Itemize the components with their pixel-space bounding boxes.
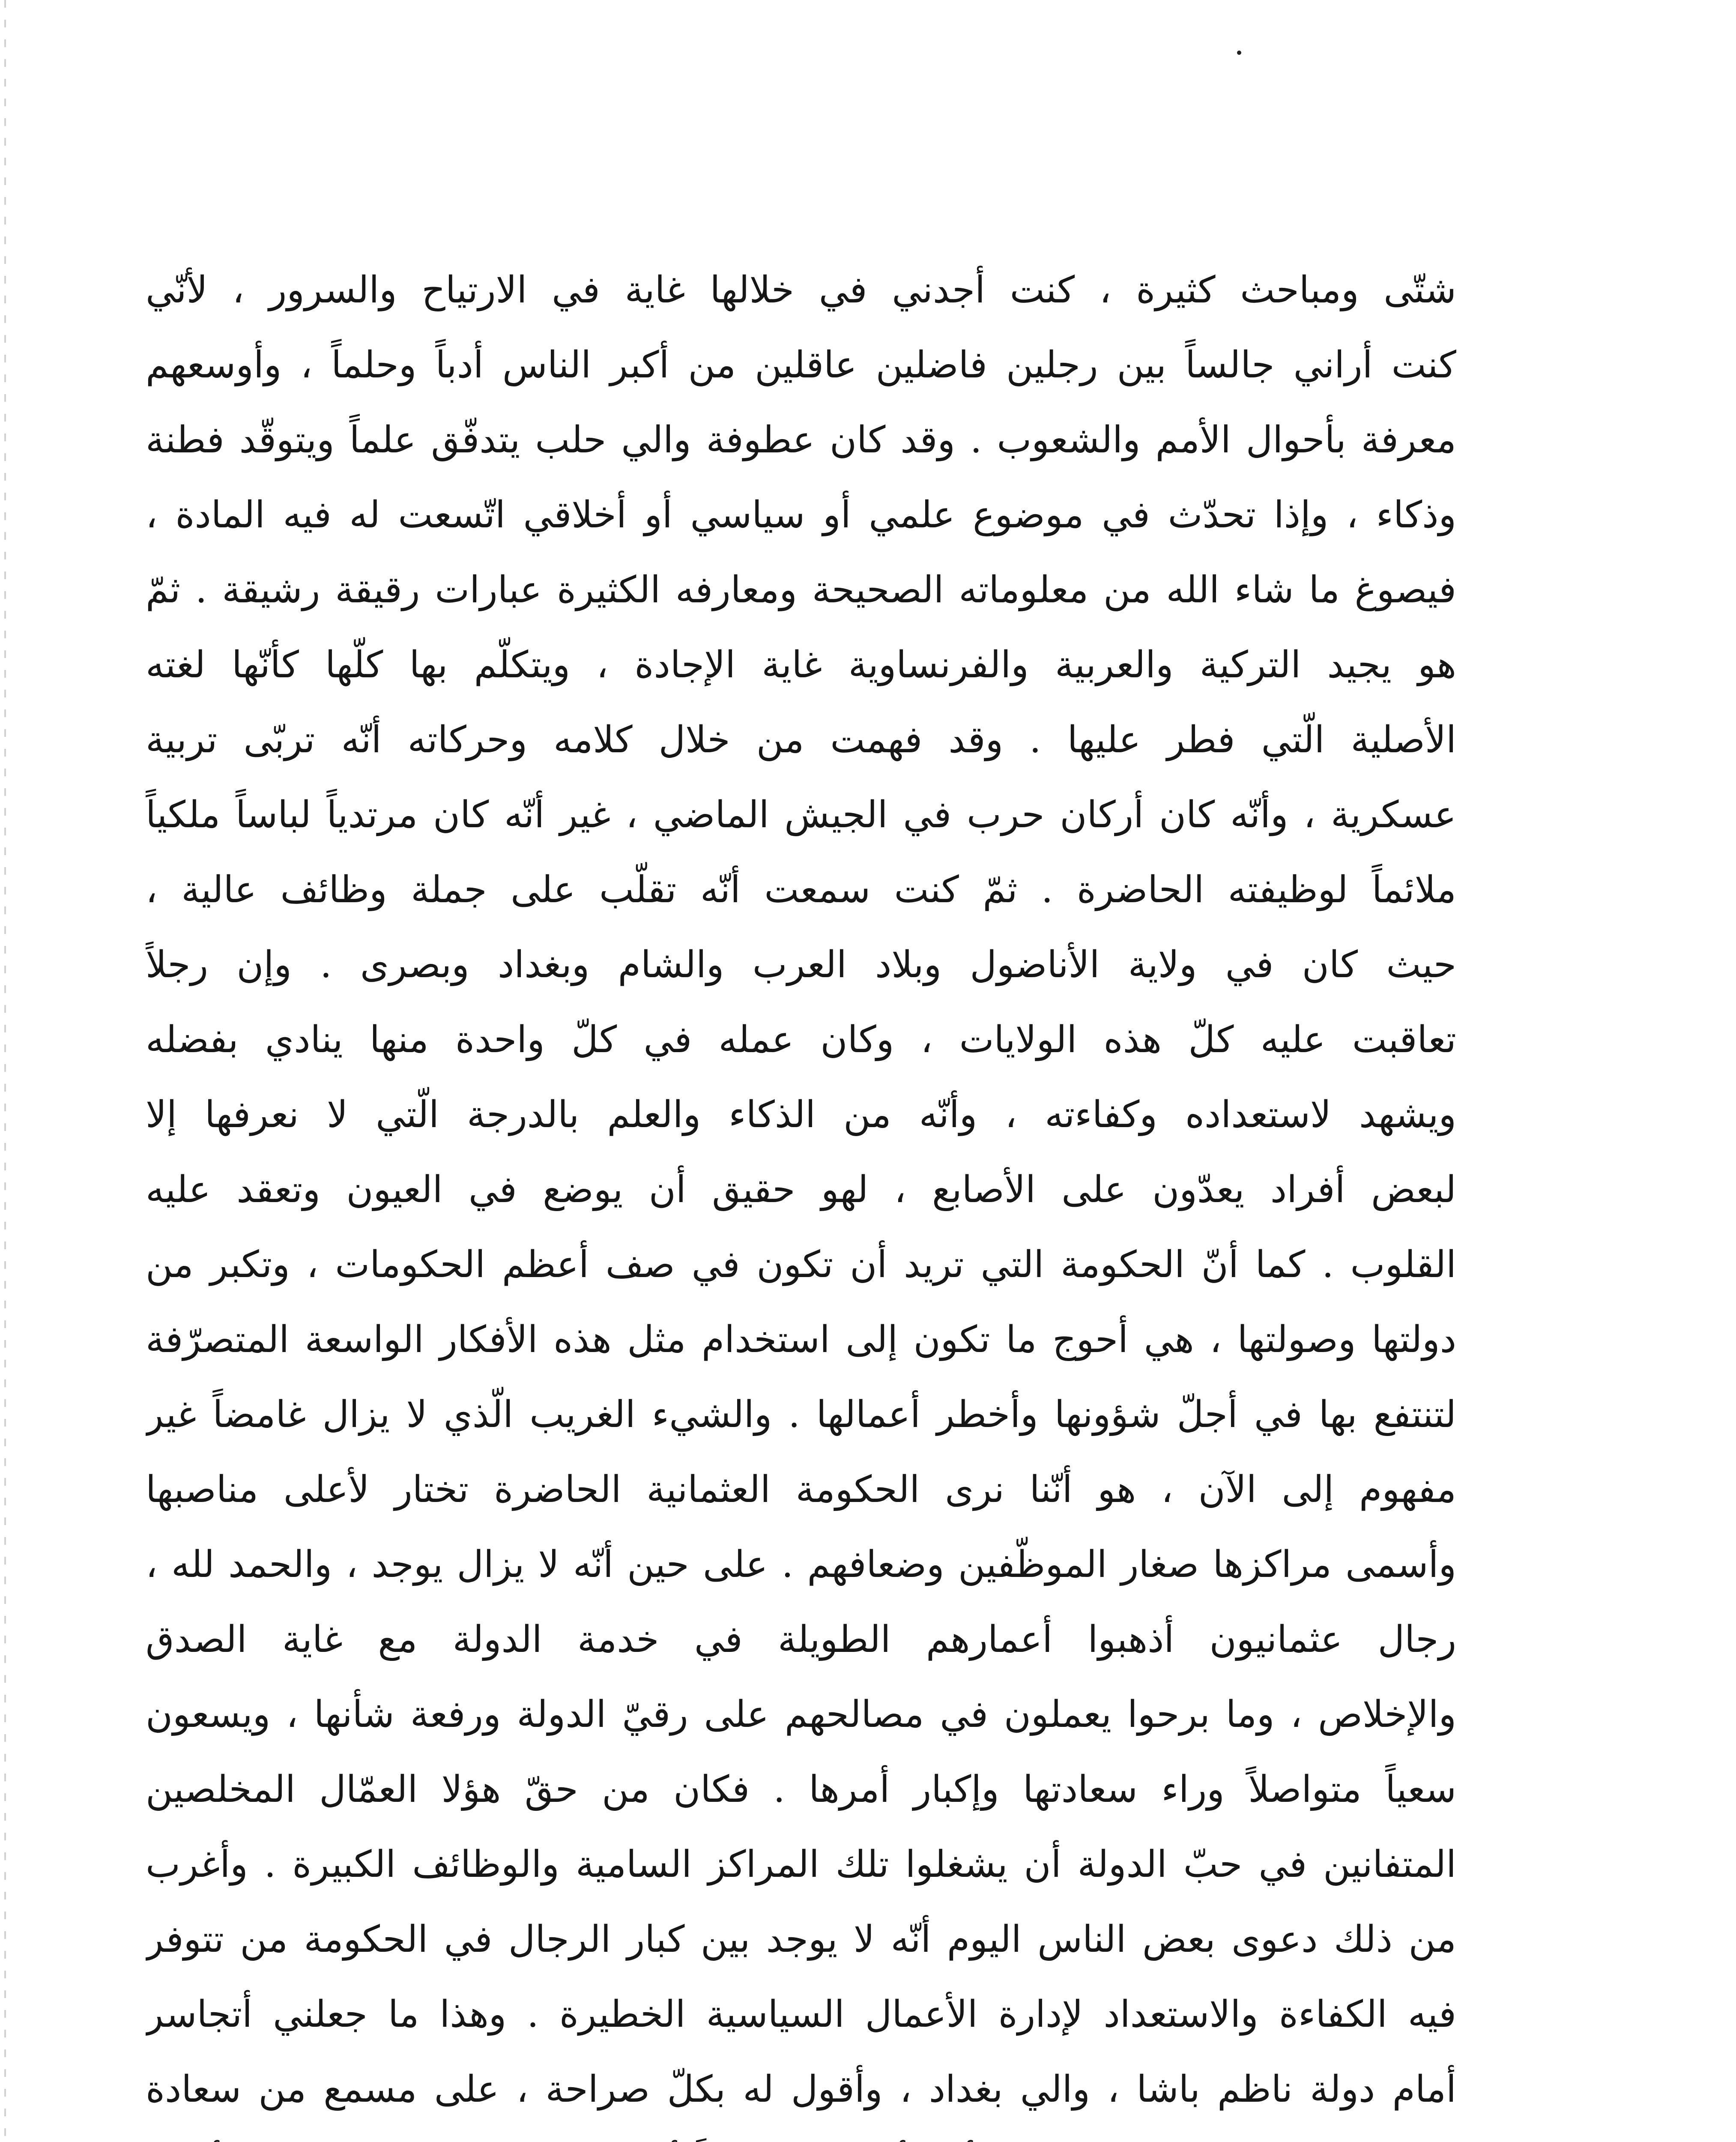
text-line: المتفانين في حبّ الدولة أن يشغلوا تلك المراكز السامية والوظائف الكبيرة . وأغرب [146,1843,1456,1886]
text-line: شتّى ومباحث كثيرة ، كنت أجدني في خلالها غاية في الارتياح والسرور ، لأنّي [146,269,1456,311]
text-line: حيث كان في ولاية الأناضول وبلاد العرب والشام وبغداد وبصرى . وإن رجلاً [146,943,1456,986]
text-line: وذكاء ، وإذا تحدّث في موضوع علمي أو سياسي أو أخلاقي اتّسعت له فيه المادة ، [146,494,1456,536]
text-line: الأصلية الّتي فطر عليها . وقد فهمت من خلال كلامه وحركاته أنّه تربّى تربية [146,718,1456,761]
text-line: القلوب . كما أنّ الحكومة التي تريد أن تكون في صف أعظم الحكومات ، وتكبر من [146,1243,1456,1286]
text-line: ملائماً لوظيفته الحاضرة . ثمّ كنت سمعت أنّه تقلّب على جملة وظائف عالية ، [146,868,1456,911]
text-line: عسكرية ، وأنّه كان أركان حرب في الجيش الماضي ، غير أنّه كان مرتدياً لباساً ملكياً [146,793,1456,836]
text-line: والإخلاص ، وما برحوا يعملون في مصالحهم على رقيّ الدولة ورفعة شأنها ، ويسعون [146,1693,1456,1736]
text-line: أمام دولة ناظم باشا ، والي بغداد ، وأقول له بكلّ صراحة ، على مسمع من سعادة [146,2068,1456,2111]
text-line: من ذلك دعوى بعض الناس اليوم أنّه لا يوجد بين كبار الرجال في الحكومة من تتوفر [146,1918,1456,1961]
text-line: رجال عثمانيون أذهبوا أعمارهم الطويلة في خدمة الدولة مع غاية الصدق [146,1618,1456,1661]
text-line: لتنتفع بها في أجلّ شؤونها وأخطر أعمالها . والشيء الغريب الّذي لا يزال غامضاً غير [146,1393,1456,1436]
text-line: تعاقبت عليه كلّ هذه الولايات ، وكان عمله في كلّ واحدة منها ينادي بفضله [146,1018,1456,1061]
page-binding-edge [4,0,6,2142]
text-line: ويشهد لاستعداده وكفاءته ، وأنّه من الذكاء والعلم بالدرجة الّتي لا نعرفها إلا [146,1093,1456,1136]
text-line [146,2127,1456,2142]
text-line: فيصوغ ما شاء الله من معلوماته الصحيحة ومعارفه الكثيرة عبارات رقيقة رشيقة . ثمّ [146,568,1456,611]
text-line: هو يجيد التركية والعربية والفرنساوية غاية الإجادة ، ويتكلّم بها كلّها كأنّها لغته [146,643,1456,686]
text-line: وأسمى مراكزها صغار الموظّفين وضعافهم . على حين أنّه لا يزال يوجد ، والحمد لله ، [146,1543,1456,1586]
text-line: معرفة بأحوال الأمم والشعوب . وقد كان عطوفة والي حلب يتدفّق علماً ويتوقّد فطنة [146,419,1456,461]
text-line: دولتها وصولتها ، هي أحوج ما تكون إلى استخدام مثل هذه الأفكار الواسعة المتصرّفة [146,1318,1456,1361]
text-line: مفهوم إلى الآن ، هو أنّنا نرى الحكومة العثمانية الحاضرة تختار لأعلى مناصبها [146,1468,1456,1511]
scan-speck [1237,51,1241,55]
text-line: سعياً متواصلاً وراء سعادتها وإكبار أمرها . فكان من حقّ هؤلا العمّال المخلصين [146,1768,1456,1811]
text-line: فيه الكفاءة والاستعداد لإدارة الأعمال السياسية الخطيرة . وهذا ما جعلني أتجاسر [146,1993,1456,2036]
body-text [146,253,1456,2142]
text-line: لبعض أفراد يعدّون على الأصابع ، لهو حقيق أن يوضع في العيون وتعقد عليه [146,1168,1456,1211]
text-line: كنت أراني جالساً بين رجلين فاضلين عاقلين من أكبر الناس أدباً وحلماً ، وأوسعهم [146,344,1456,386]
